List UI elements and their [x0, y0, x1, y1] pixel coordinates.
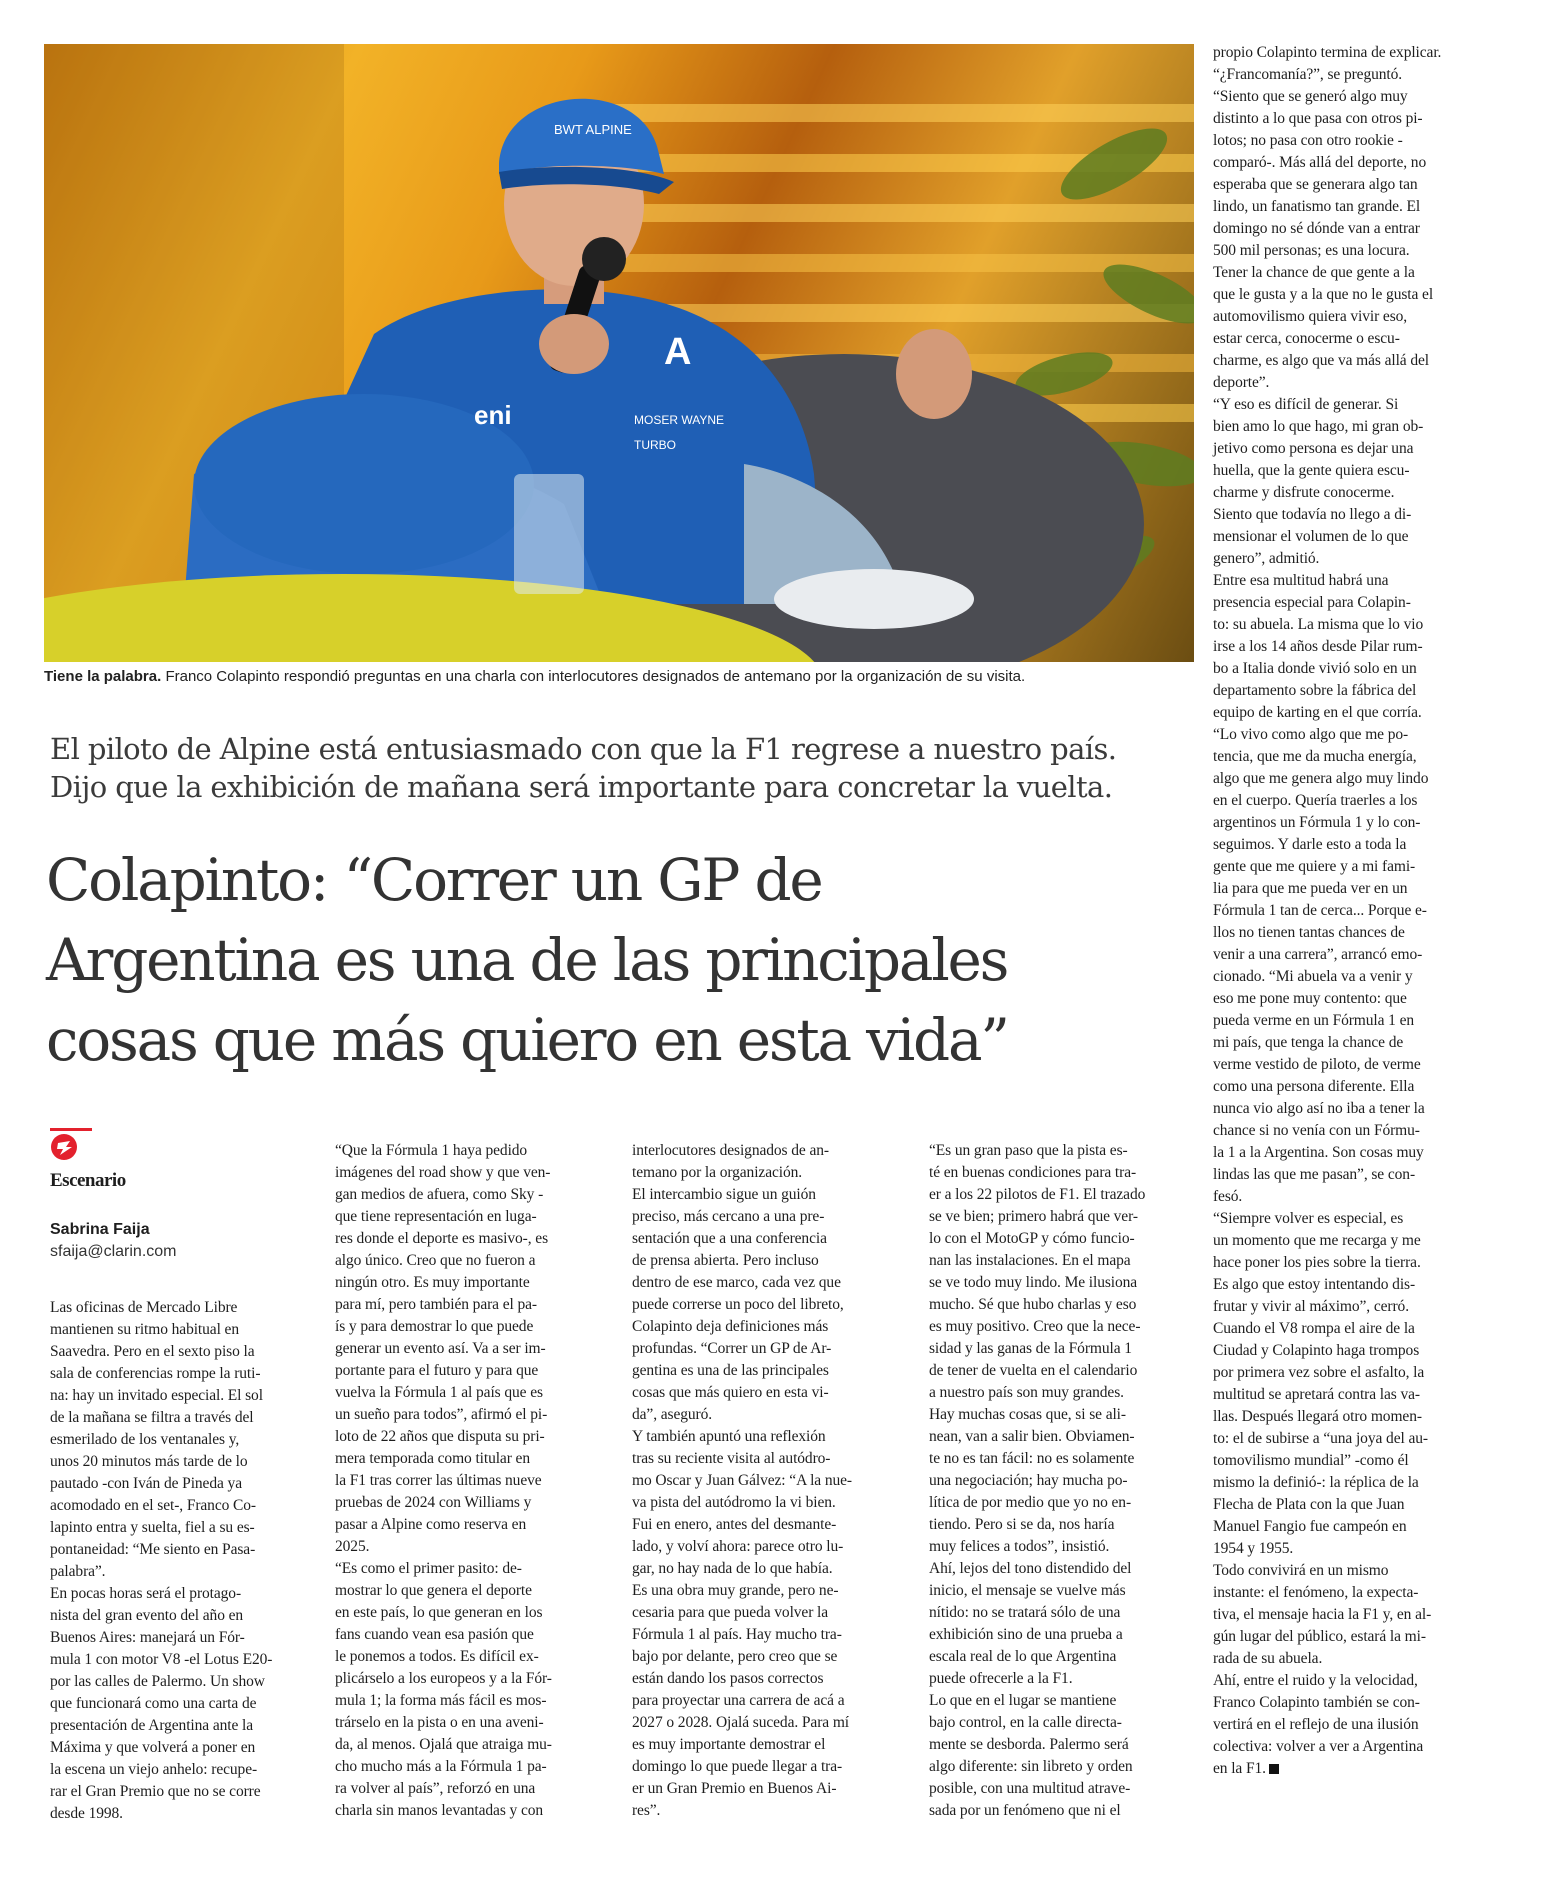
text-line: to: su abuela. La misma que lo vio: [1213, 616, 1424, 633]
text-line: es muy importante demostrar el: [632, 1736, 826, 1753]
text-line: en la F1.: [1213, 1758, 1495, 1780]
text-line: algo único. Creo que no fueron a: [335, 1252, 536, 1269]
text-line: presentación de Argentina ante la: [50, 1717, 253, 1734]
text-line: Ciudad y Colapinto haga trompos: [1213, 1342, 1420, 1359]
text-line: estar cerca, conocerme o escu-: [1213, 330, 1400, 347]
text-line: tiendo. Pero si se da, nos haría: [929, 1516, 1115, 1533]
text-line: pueda verme en un Fórmula 1 en: [1213, 1012, 1415, 1029]
section-label: Escenario: [50, 1170, 126, 1191]
article-column-4: [929, 1140, 1191, 1822]
text-line: Es una obra muy grande, pero ne-: [632, 1582, 839, 1599]
text-line: argentinos un Fórmula 1 y lo con-: [1213, 814, 1421, 831]
caption-lead: Tiene la palabra.: [44, 668, 162, 685]
text-line: nan las instalaciones. En el mapa: [929, 1252, 1131, 1269]
text-line: por primera vez sobre el asfalto, la: [1213, 1364, 1425, 1381]
article-column-3: [632, 1140, 908, 1822]
text-line: mismo la definió-: la réplica de la: [1213, 1474, 1419, 1491]
text-line: de tener de vuelta en el calendario: [929, 1362, 1138, 1379]
text-line: cosas que más quiero en esta vi-: [632, 1384, 829, 1401]
text-line: exhibición sino de una prueba a: [929, 1626, 1123, 1643]
deck-line: El piloto de Alpine está entusiasmado con que la F1 regrese a nuestro país.: [50, 732, 1117, 766]
text-line: algo que me genera algo muy lindo: [1213, 770, 1429, 787]
text-line: lado, y volví ahora: parece otro lu-: [632, 1538, 844, 1555]
text-line: acomodado en el set-, Franco Co-: [50, 1497, 256, 1514]
text-line: Buenos Aires: manejará un Fór-: [50, 1629, 245, 1646]
text-line: sidad y las ganas de la Fórmula 1: [929, 1340, 1132, 1357]
text-line: pasar a Alpine como reserva en: [335, 1516, 527, 1533]
text-line: gan medios de afuera, como Sky -: [335, 1186, 544, 1203]
text-line: bajo control, en la calle directa-: [929, 1714, 1122, 1731]
text-line: bo a Italia donde vivió solo en un: [1213, 660, 1417, 677]
text-line: la escena un viejo anhelo: recupe-: [50, 1761, 258, 1778]
text-line: preciso, más cercano a una pre-: [632, 1208, 825, 1225]
text-line: departamento sobre la fábrica del: [1213, 682, 1417, 699]
article-column-5: [1213, 42, 1495, 1780]
text-line: tras su reciente visita al autódro-: [632, 1450, 831, 1467]
author-name: Sabrina Faija: [50, 1221, 150, 1238]
text-line: inicio, el mensaje se vuelve más: [929, 1582, 1126, 1599]
text-line: mi país, que tenga la chance de: [1213, 1034, 1404, 1051]
text-line: algo diferente: sin libreto y orden: [929, 1758, 1133, 1775]
text-line: eso me pone muy contento: que: [1213, 990, 1407, 1007]
article-photo: [44, 44, 1194, 662]
text-line: “Es un gran paso que la pista es-: [929, 1142, 1128, 1159]
text-line: sentación que a una conferencia: [632, 1230, 827, 1247]
article-deck: [50, 730, 1170, 806]
text-line: equipo de karting en el que corría.: [1213, 704, 1422, 721]
text-line: gentina es una de las principales: [632, 1362, 829, 1379]
text-line: pautado -con Iván de Pineda ya: [50, 1475, 242, 1492]
text-line: como una persona diferente. Ella: [1213, 1078, 1415, 1095]
text-line: genero”, admitió.: [1213, 550, 1320, 567]
text-line: El intercambio sigue un guión: [632, 1186, 816, 1203]
text-line: té en buenas condiciones para tra-: [929, 1164, 1137, 1181]
text-line: Es algo que estoy intentando dis-: [1213, 1276, 1416, 1293]
text-line: Hay muchas cosas que, si se ali-: [929, 1406, 1126, 1423]
text-line: Tener la chance de que gente a la: [1213, 264, 1415, 281]
text-line: va pista del autódromo la vi bien.: [632, 1494, 836, 1511]
text-line: un sueño para todos”, afirmó el pi-: [335, 1406, 548, 1423]
text-line: irse a los 14 años desde Pilar rum-: [1213, 638, 1423, 655]
text-line: que funcionará como una carta de: [50, 1695, 257, 1712]
text-line: “Siempre volver es especial, es: [1213, 1210, 1404, 1227]
text-line: trárselo en la pista o en una aveni-: [335, 1714, 544, 1731]
text-line: tiva, el mensaje hacia la F1 y, en al-: [1213, 1606, 1432, 1623]
text-line: ís y para demostrar lo que puede: [335, 1318, 534, 1335]
text-line: tomovilismo mundial” -como él: [1213, 1452, 1409, 1469]
text-line: mula 1; la forma más fácil es mos-: [335, 1692, 547, 1709]
text-line: Manuel Fangio fue campeón en: [1213, 1518, 1407, 1535]
text-line: lapinto entra y suelta, fiel a su es-: [50, 1519, 255, 1536]
text-line: domingo no sé dónde van a entrar: [1213, 220, 1420, 237]
text-line: se ve todo muy lindo. Me ilusiona: [929, 1274, 1138, 1291]
section-rule: [50, 1128, 92, 1131]
text-line: es muy positivo. Creo que la nece-: [929, 1318, 1141, 1335]
caption-text: Franco Colapinto respondió preguntas en una charla con interlocutores designados de antemano por la organización de su visita.: [161, 668, 1026, 685]
text-line: vuelva la Fórmula 1 al país que es: [335, 1384, 543, 1401]
text-line: lotos; no pasa con otro rookie -: [1213, 132, 1403, 149]
text-line: da, al menos. Ojalá que atraiga mu-: [335, 1736, 552, 1753]
text-line: distinto a lo que pasa con otros pi-: [1213, 110, 1423, 127]
text-line: bajo por delante, pero creo que se: [632, 1648, 838, 1665]
text-line: escala real de lo que Argentina: [929, 1648, 1117, 1665]
text-line: cesaria para que pueda volver la: [632, 1604, 829, 1621]
text-line: gente que me quiere y a mi fami-: [1213, 858, 1416, 875]
headline-line: Colapinto: “Correr un GP de: [46, 846, 822, 914]
svg-text:A: A: [664, 331, 692, 373]
author-email[interactable]: sfaija@clarin.com: [50, 1243, 177, 1260]
text-line: cho mucho más a la Fórmula 1 pa-: [335, 1758, 547, 1775]
text-line: que tiene representación en luga-: [335, 1208, 537, 1225]
text-line: de la mañana se filtra a través del: [50, 1409, 254, 1426]
text-line: mensionar el volumen de lo que: [1213, 528, 1409, 545]
text-line: la 1 a la Argentina. Son cosas muy: [1213, 1144, 1424, 1161]
text-line: temano por la organización.: [632, 1164, 803, 1181]
text-line: palabra”.: [50, 1563, 106, 1580]
text-line: frutar y vivir al máximo”, cerró.: [1213, 1298, 1409, 1315]
text-line: 2025.: [335, 1538, 370, 1555]
svg-text:TURBO: TURBO: [634, 438, 676, 452]
text-line: rar el Gran Premio que no se corre: [50, 1783, 261, 1800]
article-column-2: [335, 1140, 611, 1822]
text-line: ra volver al país”, reforzó en una: [335, 1780, 536, 1797]
text-line: charme, es algo que va más allá del: [1213, 352, 1429, 369]
cap-logo: BWT ALPINE: [554, 122, 632, 137]
text-line: fesó.: [1213, 1188, 1243, 1205]
text-line: que le gusta y a la que no le gusta el: [1213, 286, 1434, 303]
text-line: pontaneidad: “Me siento en Pasa-: [50, 1541, 256, 1558]
text-line: Ahí, lejos del tono distendido del: [929, 1560, 1132, 1577]
photo-caption: [44, 668, 1194, 685]
text-line: En pocas horas será el protago-: [50, 1585, 242, 1602]
text-line: “Lo vivo como algo que me po-: [1213, 726, 1409, 743]
text-line: huella, que la gente quiera escu-: [1213, 462, 1410, 479]
text-line: nunca vio algo así no iba a tener la: [1213, 1100, 1425, 1117]
text-line: generar un evento así. Va a ser im-: [335, 1340, 546, 1357]
text-line: comparó-. Más allá del deporte, no: [1213, 154, 1427, 171]
headline-line: cosas que más quiero en esta vida”: [46, 1006, 1008, 1074]
text-line: mucho. Sé que hubo charlas y eso: [929, 1296, 1137, 1313]
text-line: vertirá en el reflejo de una ilusión: [1213, 1716, 1419, 1733]
text-line: mera temporada como titular en: [335, 1450, 530, 1467]
text-line: le ponemos a todos. Es difícil ex-: [335, 1648, 539, 1665]
text-line: loto de 22 años que disputa su pri-: [335, 1428, 545, 1445]
text-line: Cuando el V8 rompa el aire de la: [1213, 1320, 1415, 1337]
text-line: rada de su abuela.: [1213, 1650, 1323, 1667]
text-line: dentro de ese marco, cada vez que: [632, 1274, 841, 1291]
text-line: te no es tan fácil: no es solamente: [929, 1450, 1135, 1467]
text-line: 1954 y 1955.: [1213, 1540, 1294, 1557]
text-line: esperaba que se generara algo tan: [1213, 176, 1418, 193]
text-line: lindas las que me pasan”, se con-: [1213, 1166, 1416, 1183]
text-line: colectiva: volver a ver a Argentina: [1213, 1738, 1424, 1755]
text-line: “Y eso es difícil de generar. Si: [1213, 396, 1399, 413]
text-line: desde 1998.: [50, 1805, 123, 1822]
text-line: Entre esa multitud habrá una: [1213, 572, 1389, 589]
text-line: “¿Francomanía?”, se preguntó.: [1213, 66, 1403, 83]
text-line: mente se desborda. Palermo será: [929, 1736, 1129, 1753]
svg-text:eni: eni: [474, 400, 512, 430]
text-line: se ve bien; primero habrá que ver-: [929, 1208, 1138, 1225]
text-line: Las oficinas de Mercado Libre: [50, 1299, 238, 1316]
text-line: puede correrse un poco del libreto,: [632, 1296, 844, 1313]
text-line: nista del gran evento del año en: [50, 1607, 244, 1624]
text-line: llas. Después llegará otro momen-: [1213, 1408, 1422, 1425]
text-line: unos 20 minutos más tarde de lo: [50, 1453, 248, 1470]
text-line: Siento que todavía no llego a di-: [1213, 506, 1412, 523]
text-line: Ahí, entre el ruido y la velocidad,: [1213, 1672, 1418, 1689]
text-line: una negociación; hay mucha po-: [929, 1472, 1128, 1489]
text-line: “Es como el primer pasito: de-: [335, 1560, 522, 1577]
text-line: lindo, un fanatismo tan grande. El: [1213, 198, 1421, 215]
photo-illustration: [44, 44, 1194, 662]
text-line: verme vestido de piloto, de verme: [1213, 1056, 1421, 1073]
text-line: “Que la Fórmula 1 haya pedido: [335, 1142, 528, 1159]
end-mark-icon: [1269, 1764, 1279, 1774]
text-line: res donde el deporte es masivo-, es: [335, 1230, 549, 1247]
text-line: Lo que en el lugar se mantiene: [929, 1692, 1117, 1709]
text-line: Fui en enero, antes del desmante-: [632, 1516, 837, 1533]
text-line: puede ofrecerle a la F1.: [929, 1670, 1073, 1687]
text-line: Fórmula 1 tan de cerca... Porque e-: [1213, 902, 1427, 919]
text-line: multitud se apretará contra las va-: [1213, 1386, 1420, 1403]
text-line: para proyectar una carrera de acá a: [632, 1692, 845, 1709]
text-line: lítica de por medio que yo no en-: [929, 1494, 1132, 1511]
text-line: fans cuando vean esa pasión que: [335, 1626, 534, 1643]
text-line: mostrar lo que genera el deporte: [335, 1582, 532, 1599]
text-line: charme y disfrute conocerme.: [1213, 484, 1395, 501]
text-line: na: hay un invitado especial. El sol: [50, 1387, 263, 1404]
text-line: chance si no venía con un Fórmu-: [1213, 1122, 1420, 1139]
text-line: muy felices a todos”, insistió.: [929, 1538, 1110, 1555]
text-line: nean, van a salir bien. Obviamen-: [929, 1428, 1135, 1445]
text-line: er un Gran Premio en Buenos Ai-: [632, 1780, 837, 1797]
text-line: llos no tienen tantas chances de: [1213, 924, 1405, 941]
text-line: mo Oscar y Juan Gálvez: “A la nue-: [632, 1472, 852, 1489]
text-line: Máxima y que volverá a poner en: [50, 1739, 256, 1756]
text-line: lia para que me pueda ver en un: [1213, 880, 1408, 897]
deck-line: Dijo que la exhibición de mañana será importante para concretar la vuelta.: [50, 770, 1113, 804]
text-line: Y también apuntó una reflexión: [632, 1428, 826, 1445]
text-line: nítido: no se tratará sólo de una: [929, 1604, 1121, 1621]
text-line: a nuestro país son muy grandes.: [929, 1384, 1124, 1401]
headline-line: Argentina es una de las principales: [46, 926, 1008, 994]
text-line: imágenes del road show y que ven-: [335, 1164, 551, 1181]
text-line: Fórmula 1 al país. Hay mucho tra-: [632, 1626, 842, 1643]
text-line: interlocutores designados de an-: [632, 1142, 829, 1159]
text-line: hace poner los pies sobre la tierra.: [1213, 1254, 1421, 1271]
text-line: 500 mil personas; es una locura.: [1213, 242, 1410, 259]
text-line: gún lugar del público, estará la mi-: [1213, 1628, 1426, 1645]
text-line: to: el de subirse a “una joya del au-: [1213, 1430, 1428, 1447]
text-line: charla sin manos levantadas y con: [335, 1802, 544, 1819]
text-line: er a los 22 pilotos de F1. El trazado: [929, 1186, 1146, 1203]
text-line: profundas. “Correr un GP de Ar-: [632, 1340, 832, 1357]
clarin-logo-icon: [50, 1133, 78, 1161]
text-line: bien amo lo que hago, mi gran ob-: [1213, 418, 1424, 435]
text-line: res”.: [632, 1802, 661, 1819]
text-line: para mí, pero también para el pa-: [335, 1296, 537, 1313]
text-line: la F1 tras correr las últimas nueve: [335, 1472, 542, 1489]
headline: [46, 840, 1196, 1080]
text-line: venir a una carrera”, arrancó emo-: [1213, 946, 1423, 963]
text-line: seguimos. Y darle esto a toda la: [1213, 836, 1407, 853]
text-line: un momento que me recarga y me: [1213, 1232, 1421, 1249]
article-column-1: [50, 1297, 316, 1825]
text-line: ningún otro. Es muy importante: [335, 1274, 530, 1291]
text-line: plicárselo a los europeos y a la Fór-: [335, 1670, 552, 1687]
text-line: mula 1 con motor V8 -el Lotus E20-: [50, 1651, 273, 1668]
text-line: en este país, lo que generan en los: [335, 1604, 543, 1621]
text-line: instante: el fenómeno, la expecta-: [1213, 1584, 1419, 1601]
text-line: Franco Colapinto también se con-: [1213, 1694, 1420, 1711]
text-line: Todo convivirá en un mismo: [1213, 1562, 1389, 1579]
text-line: domingo lo que puede llegar a tra-: [632, 1758, 843, 1775]
text-line: presencia especial para Colapin-: [1213, 594, 1411, 611]
text-line: por las calles de Palermo. Un show: [50, 1673, 265, 1690]
text-line: da”, aseguró.: [632, 1406, 713, 1423]
text-line: Flecha de Plata con la que Juan: [1213, 1496, 1405, 1513]
text-line: 2027 o 2028. Ojalá suceda. Para mí: [632, 1714, 849, 1731]
text-line: cionado. “Mi abuela va a venir y: [1213, 968, 1413, 985]
text-line: lo con el MotoGP y cómo funcio-: [929, 1230, 1135, 1247]
text-line: deporte”.: [1213, 374, 1270, 391]
text-line: propio Colapinto termina de explicar.: [1213, 44, 1442, 61]
text-line: esmerilado de los ventanales y,: [50, 1431, 240, 1448]
text-line: en el cuerpo. Quería traerles a los: [1213, 792, 1418, 809]
text-line: sala de conferencias rompe la ruti-: [50, 1365, 261, 1382]
text-line: están dando los pasos correctos: [632, 1670, 824, 1687]
text-line: tencia, que me da mucha energía,: [1213, 748, 1417, 765]
text-line: mantienen su ritmo habitual en: [50, 1321, 239, 1338]
text-line: pruebas de 2024 con Williams y: [335, 1494, 532, 1511]
text-line: sada por un fenómeno que ni el: [929, 1802, 1121, 1819]
text-line: “Siento que se generó algo muy: [1213, 88, 1408, 105]
text-line: de prensa abierta. Pero incluso: [632, 1252, 819, 1269]
text-line: jetivo como persona es dejar una: [1213, 440, 1414, 457]
text-line: Saavedra. Pero en el sexto piso la: [50, 1343, 255, 1360]
text-line: gar, no hay nada de lo que había.: [632, 1560, 833, 1577]
text-line: Colapinto deja definiciones más: [632, 1318, 829, 1335]
text-line: posible, con una multitud atrave-: [929, 1780, 1131, 1797]
svg-text:MOSER WAYNE: MOSER WAYNE: [634, 413, 725, 427]
text-line: automovilismo quiera vivir eso,: [1213, 308, 1408, 325]
text-line: portante para el futuro y para que: [335, 1362, 539, 1379]
